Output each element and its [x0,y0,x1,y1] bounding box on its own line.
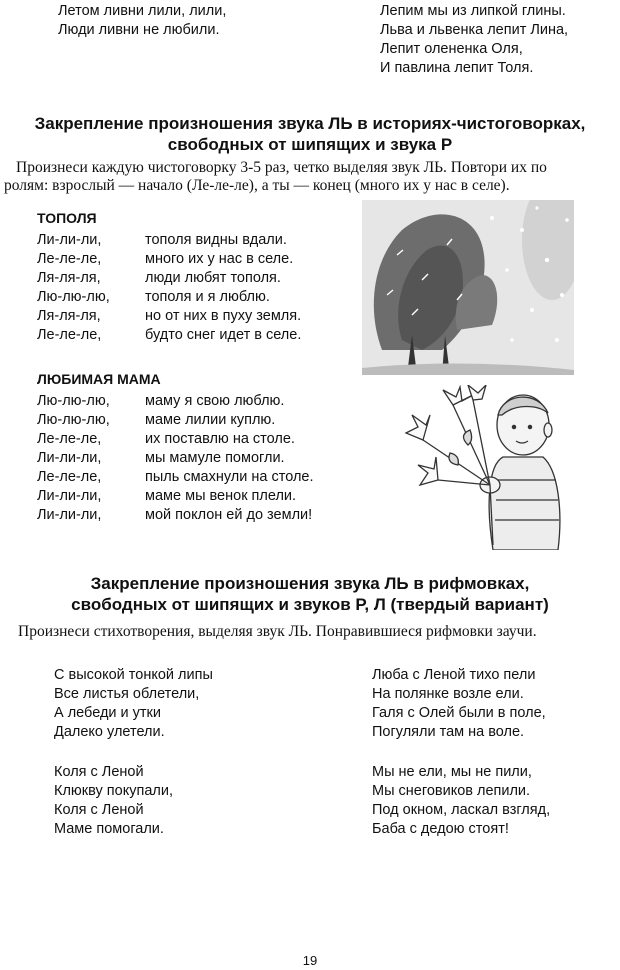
top-poem-left-line-1: Летом ливни лили, лили, [58,3,227,19]
poem-mama-row-3-refrain: Ле-ле-ле, [37,431,102,447]
poem-mama-row-2-text: маме лилии куплю. [145,412,276,428]
rhyme-right-bottom-line-2: Мы снеговиков лепили. [372,783,531,799]
poem-mama-row-7-text: мой поклон ей до земли! [145,507,313,523]
section2-instruction: Произнеси стихотворения, выделяя звук ЛЬ. Понравившиеся рифмовки заучи. [18,623,537,640]
poem-topolya-title: ТОПОЛЯ [37,210,97,226]
rhyme-left-bottom-line-1: Коля с Леной [54,764,144,780]
poem-mama-row-3-text: их поставлю на столе. [145,431,295,447]
rhyme-left-top-line-4: Далеко улетели. [54,724,165,740]
poem-mama-row-4-refrain: Ли-ли-ли, [37,450,102,466]
rhyme-right-bottom-line-3: Под окном, ласкал взгляд, [372,802,551,818]
section2-heading-line-1: Закрепление произношения звука ЛЬ в рифмовках, [90,574,530,593]
poem-topolya-row-3-refrain: Ля-ля-ля, [37,270,101,286]
poem-topolya-row-3-text: люди любят тополя. [145,270,281,286]
poem-mama-row-6-refrain: Ли-ли-ли, [37,488,102,504]
boy-with-lilies-illustration [398,385,568,550]
poem-mama-row-1-refrain: Лю-лю-лю, [37,393,110,409]
rhyme-left-top-line-3: А лебеди и утки [54,705,162,721]
top-poem-right-line-3: Лепит олененка Оля, [380,41,523,57]
rhyme-right-top-line-3: Галя с Олей были в поле, [372,705,546,721]
rhyme-right-top-line-2: На полянке возле ели. [372,686,524,702]
rhyme-left-bottom-line-2: Клюкву покупали, [54,783,173,799]
rhyme-right-top-line-1: Люба с Леной тихо пели [372,667,536,683]
top-poem-right-line-1: Лепим мы из липкой глины. [380,3,566,19]
poem-mama-row-4-text: мы мамуле помогли. [145,450,285,466]
top-poem-right-line-2: Льва и львенка лепит Лина, [380,22,569,38]
section1-heading-line-1: Закрепление произношения звука ЛЬ в историях-чистоговорках, [34,114,586,133]
top-poem-right-line-4: И павлина лепит Толя. [380,60,534,76]
rhyme-right-top-line-4: Погуляли там на воле. [372,724,525,740]
rhyme-left-top-line-2: Все листья облетели, [54,686,200,702]
poem-mama-row-6-text: маме мы венок плели. [145,488,297,504]
poem-mama-row-5-text: пыль смахнули на столе. [145,469,314,485]
poem-topolya-row-6-text: будто снег идет в селе. [145,327,302,343]
poem-mama-title: ЛЮБИМАЯ МАМА [37,371,161,387]
rhyme-right-bottom-line-1: Мы не ели, мы не пили, [372,764,532,780]
rhyme-left-top-line-1: С высокой тонкой липы [54,667,213,683]
poem-topolya-row-5-refrain: Ля-ля-ля, [37,308,101,324]
poem-mama-row-1-text: маму я свою люблю. [145,393,285,409]
poem-topolya-row-1-text: тополя видны вдали. [145,232,287,248]
top-poem-left-line-2: Люди ливни не любили. [58,22,220,38]
poem-topolya-row-6-refrain: Ле-ле-ле, [37,327,102,343]
section1-heading-line-2: свободных от шипящих и звука Р [167,135,453,154]
poem-topolya-row-4-text: тополя и я люблю. [145,289,270,305]
section2-heading-line-2: свободных от шипящих и звуков Р, Л (твердый вариант) [71,595,549,614]
poem-topolya-row-4-refrain: Лю-лю-лю, [37,289,110,305]
poem-topolya-row-1-refrain: Ли-ли-ли, [37,232,102,248]
rhyme-left-bottom-line-4: Маме помогали. [54,821,164,837]
poem-topolya-row-2-text: много их у нас в селе. [145,251,294,267]
page-number: 19 [302,953,318,968]
poem-mama-row-5-refrain: Ле-ле-ле, [37,469,102,485]
section1-instruction-line-2: ролям: взрослый — начало (Ле-ле-ле), а ты — конец (много их у нас в селе). [4,177,510,194]
rhyme-right-bottom-line-4: Баба с дедою стоят! [372,821,509,837]
poplar-trees-illustration [362,200,574,375]
poem-topolya-row-5-text: но от них в пуху земля. [145,308,302,324]
poem-mama-row-2-refrain: Лю-лю-лю, [37,412,110,428]
poem-mama-row-7-refrain: Ли-ли-ли, [37,507,102,523]
poem-topolya-row-2-refrain: Ле-ле-ле, [37,251,102,267]
section1-instruction-line-1: Произнеси каждую чистоговорку 3-5 раз, четко выделяя звук ЛЬ. Повтори их по [16,159,547,176]
rhyme-left-bottom-line-3: Коля с Леной [54,802,144,818]
